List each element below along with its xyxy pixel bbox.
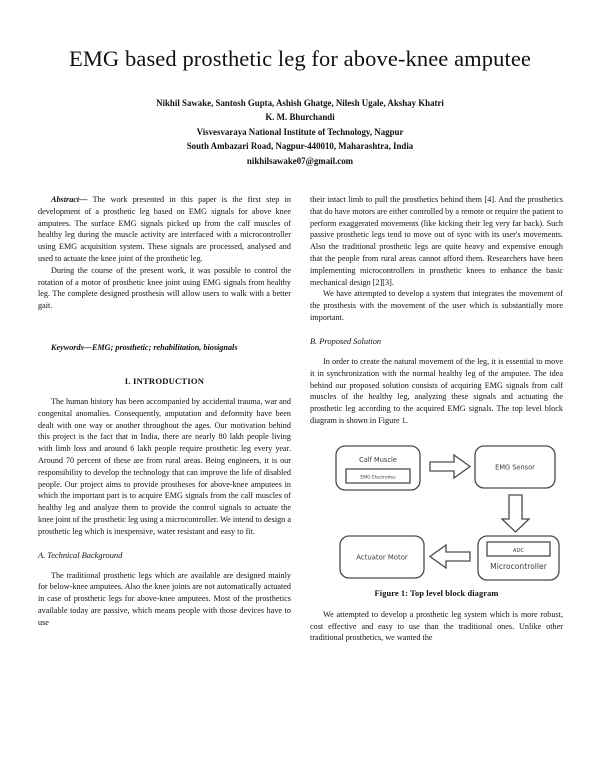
- page-title: EMG based prosthetic leg for above-knee amputee: [68, 46, 532, 71]
- section-heading-introduction: I. INTRODUCTION: [124, 375, 205, 386]
- arrow-emg-sensor-to-microcontroller: [502, 495, 529, 532]
- label-calf-muscle: Calf Muscle: [359, 455, 397, 464]
- two-column-body: [38, 194, 562, 644]
- label-actuator-motor: Actuator Motor: [356, 553, 408, 562]
- arrow-microcontroller-to-actuator-motor: [430, 545, 470, 568]
- proposed-solution-paragraph-1: In order to create the natural movement of the leg, it is essential to move it in synchronization with the normal healthy leg of the amputee. The idea behind our proposed solution consists of acquiring EMG signals from calf muscles of the healthy leg, analyzing these signals and actuating the prosthetic leg according to the acquired EMG signals. The top level block diagram is shown in Figure 1.: [310, 356, 563, 425]
- abstract-paragraph-1: [38, 194, 291, 265]
- label-emg-electrodes: EMG Electrodes: [360, 475, 396, 481]
- advisor-name: K. M. Bhurchandi: [265, 112, 335, 123]
- abstract-paragraph-2: During the course of the present work, it was possible to control the rotation of a motor of prosthetic knee joint using EMG signals from healthy leg. The complete designed prosthesis will allow users to walk with a better gait.: [38, 265, 291, 311]
- technical-background-paragraph-1: The traditional prosthetic legs which are available are designed mainly for below-knee amputees. Also the knee joints are not automatically actuated in case of prosthetic legs for above-knee amputees. Most of the prosthetics available today are passive, which means people with those devices have to use: [38, 570, 291, 627]
- author-block: [38, 96, 562, 168]
- label-emg-sensor: EMG Sensor: [495, 463, 535, 472]
- technical-background-paragraph-2: their intact limb to pull the prosthetics behind them [4]. And the prosthetics that do have motors are either controlled by a remote or require the patient to perform exaggerated movements (like kicking their leg very far back). Such passive prosthetic legs tend to move out of sync with its user's movements. Also the traditional prosthetic legs are quite heavy and expensive enough that the people from rural areas cannot afford them. Researchers have been implementing microcontrollers in prosthetic knees to enhance the basic mechanical design [2][3].: [310, 194, 563, 287]
- abstract-text-1: The work presented in this paper is the first step in development of a prosthetic leg based on EMG signals for above knee amputees. The surface EMG signals picked up from the calf muscles of healthy leg during the muscle activity are interfaced with a microcontroller using EMG acquisition system. These signals are processed, analysed and used to actuate the knee joint of the prosthetic leg.: [38, 194, 291, 264]
- label-microcontroller: Microcontroller: [490, 561, 547, 571]
- arrow-calf-muscle-to-emg-sensor: [430, 455, 470, 478]
- abstract-label: Abstract—: [51, 194, 88, 204]
- technical-background-paragraph-3: We have attempted to develop a system that integrates the movement of the prosthesis with the movement of the user which is substantially more important.: [310, 289, 563, 323]
- left-column: [38, 194, 291, 629]
- subsection-heading-proposed-solution: B. Proposed Solution: [310, 336, 382, 346]
- figure-caption: Figure 1: Top level block diagram: [374, 588, 499, 598]
- institution-address: South Ambazari Road, Nagpur-440010, Maharashtra, India: [186, 141, 414, 152]
- right-column: [310, 194, 563, 644]
- after-figure-paragraph-1: We attempted to develop a prosthetic leg system which is more robust, cost effective and easy to use than the traditional ones. Unlike other traditional prosthetics, we wanted the: [310, 609, 563, 643]
- introduction-paragraph-1: The human history has been accompanied by accidental trauma, war and congenital anomalies. Consequently, amputation and deformity have been dealt with one way or another throughout the ages. Our motivation behind this project is the fact that in India, there are nearly 80 lakh people living with limb loss and around 6 lakh people require prosthetic leg every year. Around 70 percent of these are from rural areas. Being engineers, it is our responsibility to develop the technology that can improve the life of disabled people. Our project aims to provide prostheses for above-knee amputees in which the important part is to acquire EMG signals from the calf muscles of healthy leg and analyze them to provide the control signals to actuate the knee joint of the prosthetic leg using a microcontroller. We intend to design a prosthetic leg which is inexpensive, water resistant and easy to fit.: [38, 396, 291, 536]
- subsection-heading-technical-background: A. Technical Background: [38, 550, 123, 560]
- label-adc: ADC: [512, 547, 525, 554]
- block-diagram: [310, 442, 563, 585]
- figure-1: [310, 442, 563, 598]
- author-list: Nikhil Sawake, Santosh Gupta, Ashish Ghatge, Nilesh Ugale, Akshay Khatri: [156, 97, 444, 108]
- institution-name: Visvesvaraya National Institute of Technology, Nagpur: [196, 126, 404, 137]
- contact-email: nikhilsawake07@gmail.com: [246, 155, 354, 166]
- keywords-line: Keywords—EMG; prosthetic; rehabilitation, biosignals: [51, 343, 238, 353]
